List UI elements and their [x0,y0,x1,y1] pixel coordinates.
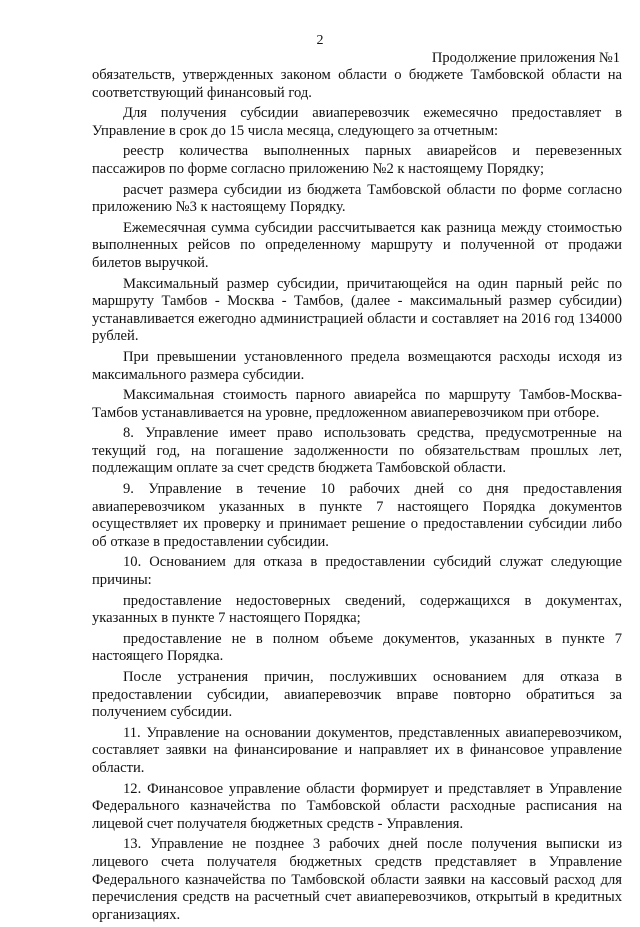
appendix-continuation-note: Продолжение приложения №1 [431,50,620,66]
paragraph-monthly-amount: Ежемесячная сумма субсидии рассчитывается как разница между стоимостью выполненных рейсов по определенному маршруту и полученной от продажи билетов выручкой. [92,219,622,271]
paragraph-item-9: 9. Управление в течение 10 рабочих дней со дня предоставления авиаперевозчиком указанных в пункте 7 настоящего Порядка документов осуществляет их проверку и принимает решение о предоставлении субсидии либо об отказе в предоставлении субсидии. [92,481,622,550]
paragraph-item-12: 12. Финансовое управление области формирует и представляет в Управление Федерального казначейства по Тамбовской области расходные расписания на лицевой счет получателя бюджетных средств - Управления. [92,780,622,832]
paragraph-max-subsidy: Максимальный размер субсидии, причитающейся на один парный рейс по маршруту Тамбов - Москва - Тамбов, (далее - максимальный размер субсидии) устанавливается ежегодно администрацией области и составляет на 2016 год 134000 рублей. [92,275,622,345]
paragraph-max-flight-cost: Максимальная стоимость парного авиарейса по маршруту Тамбов-Москва-Тамбов устанавливается на уровне, предложенном авиаперевозчиком при отборе. [92,387,622,421]
page-number: 2 [316,33,324,48]
paragraph-item-10: 10. Основанием для отказа в предоставлении субсидий служат следующие причины: [92,554,622,589]
paragraph-resubmission: После устранения причин, послуживших основанием для отказа в предоставлении субсидии, авиаперевозчик вправе повторно обратиться за получением субсидии. [92,669,622,721]
paragraph-calculation-item: расчет размера субсидии из бюджета Тамбовской области по форме согласно приложению №3 к настоящему Порядку. [92,181,622,216]
document-body [92,67,622,927]
paragraph-item-11: 11. Управление на основании документов, представленных авиаперевозчиком, составляет заявки на финансирование и направляет их в финансовое управление области. [92,724,622,776]
paragraph-item-8: 8. Управление имеет право использовать средства, предусмотренные на текущий год, на погашение задолженности по обязательствам прошлых лет, подлежащим оплате за счет средств бюджета Тамбовской области. [92,425,622,477]
paragraph-refusal-reason-1: предоставление недостоверных сведений, содержащихся в документах, указанных в пункте 7 настоящего Порядка; [92,592,622,627]
paragraph-limit-exceeded: При превышении установленного предела возмещаются расходы исходя из максимального размера субсидии. [92,348,622,383]
paragraph-item-13: 13. Управление не позднее 3 рабочих дней после получения выписки из лицевого счета получателя бюджетных средств представляет в Управление Федерального казначейства по Тамбовской области заявки на кассовый расход для перечисления средств на расчетный счет авиаперевозчиков, открытый в кредитных организациях. [92,836,622,923]
paragraph-monthly-submission: Для получения субсидии авиаперевозчик ежемесячно предоставляет в Управление в срок до 15 числа месяца, следующего за отчетным: [92,105,622,139]
paragraph-continuation: обязательств, утвержденных законом области о бюджете Тамбовской области на соответствующий финансовый год. [92,67,622,101]
paragraph-registry-item: реестр количества выполненных парных авиарейсов и перевезенных пассажиров по форме согласно приложению №2 к настоящему Порядку; [92,143,622,177]
paragraph-refusal-reason-2: предоставление не в полном объеме документов, указанных в пункте 7 настоящего Порядка. [92,630,622,665]
